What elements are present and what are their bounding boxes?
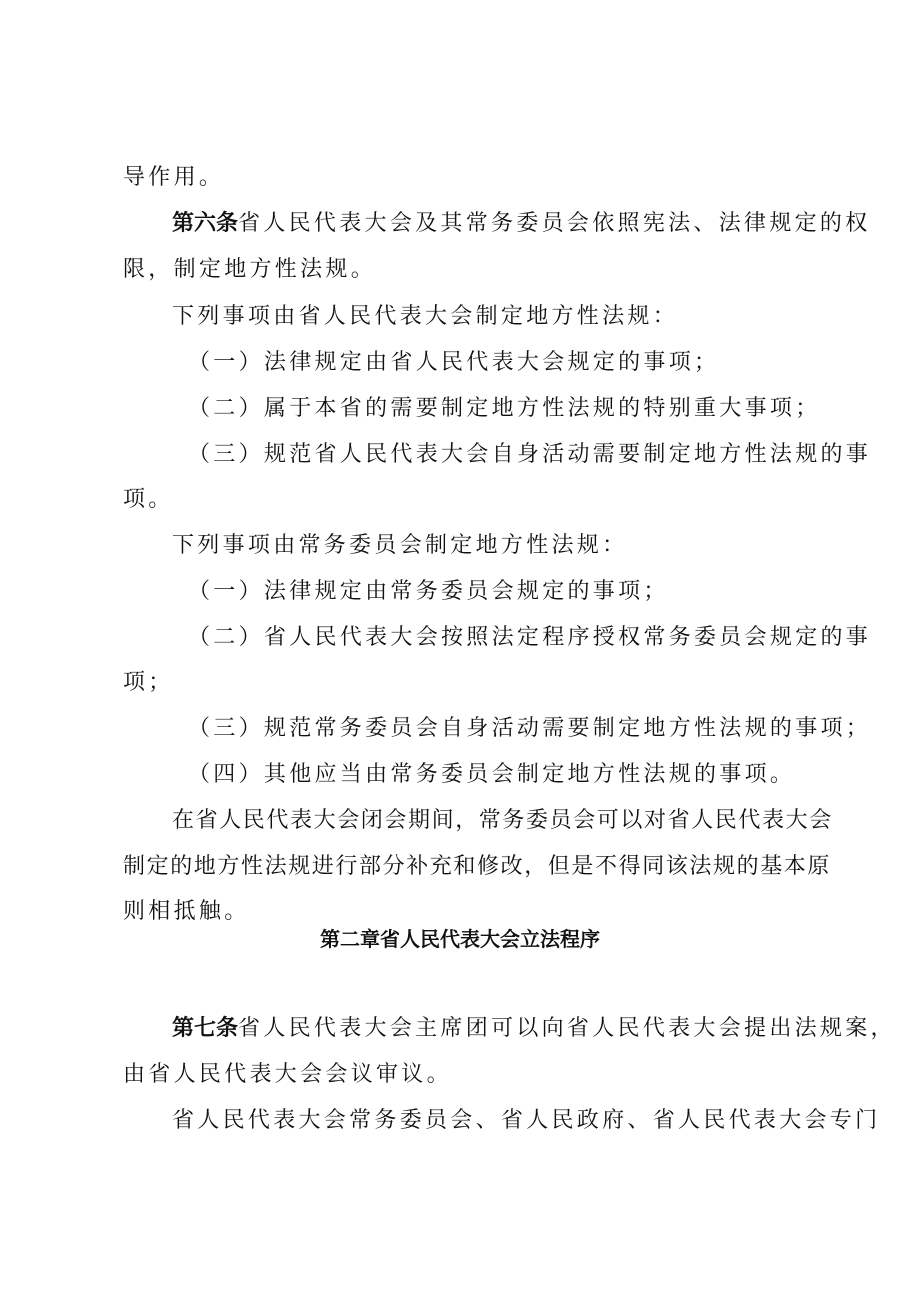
npc-item-3-line-2: 项。 <box>123 487 174 512</box>
recess-paragraph-line-2: 制定的地方性法规进行部分补充和修改，但是不得同该法规的基本原 <box>123 854 832 879</box>
sc-item-3: （三）规范常务委员会自身活动需要制定地方性法规的事项； <box>188 716 872 741</box>
npc-item-3-line-1: （三）规范省人民代表大会自身活动需要制定地方性法规的事 <box>188 442 872 467</box>
npc-matters-intro: 下列事项由省人民代表大会制定地方性法规： <box>172 304 679 329</box>
sc-item-2-line-1: （二）省人民代表大会按照法定程序授权常务委员会规定的事 <box>188 625 872 650</box>
standing-committee-matters-intro: 下列事项由常务委员会制定地方性法规： <box>172 533 628 558</box>
recess-paragraph-line-1: 在省人民代表大会闭会期间，常务委员会可以对省人民代表大会 <box>172 808 833 833</box>
sc-item-1: （一）法律规定由常务委员会规定的事项； <box>188 579 669 604</box>
proposers-paragraph-line-1: 省人民代表大会常务委员会、省人民政府、省人民代表大会专门 <box>172 1108 881 1133</box>
chapter-title: 第二章省人民代表大会立法程序 <box>320 927 600 951</box>
article-6-line-1 <box>0 210 920 238</box>
article-6-label: 第六条 <box>172 211 239 236</box>
sc-item-2-line-2: 项； <box>123 670 174 695</box>
article-7-text: 省人民代表大会主席团可以向省人民代表大会提出法规案， <box>238 1016 896 1041</box>
article-7-line-2: 由省人民代表大会会议审议。 <box>123 1062 452 1087</box>
npc-item-1: （一）法律规定由省人民代表大会规定的事项； <box>188 350 720 375</box>
paragraph-continuation: 导作用。 <box>123 165 225 190</box>
sc-item-4: （四）其他应当由常务委员会制定地方性法规的事项。 <box>188 762 796 787</box>
article-7-label: 第七条 <box>172 1016 239 1041</box>
article-6-text: 省人民代表大会及其常务委员会依照宪法、法律规定的权 <box>238 211 871 236</box>
recess-paragraph-line-3: 则相抵触。 <box>123 899 250 924</box>
article-6-line-2: 限，制定地方性法规。 <box>123 257 377 282</box>
npc-item-2: （二）属于本省的需要制定地方性法规的特别重大事项； <box>188 396 821 421</box>
article-7-line-1 <box>0 1015 920 1043</box>
